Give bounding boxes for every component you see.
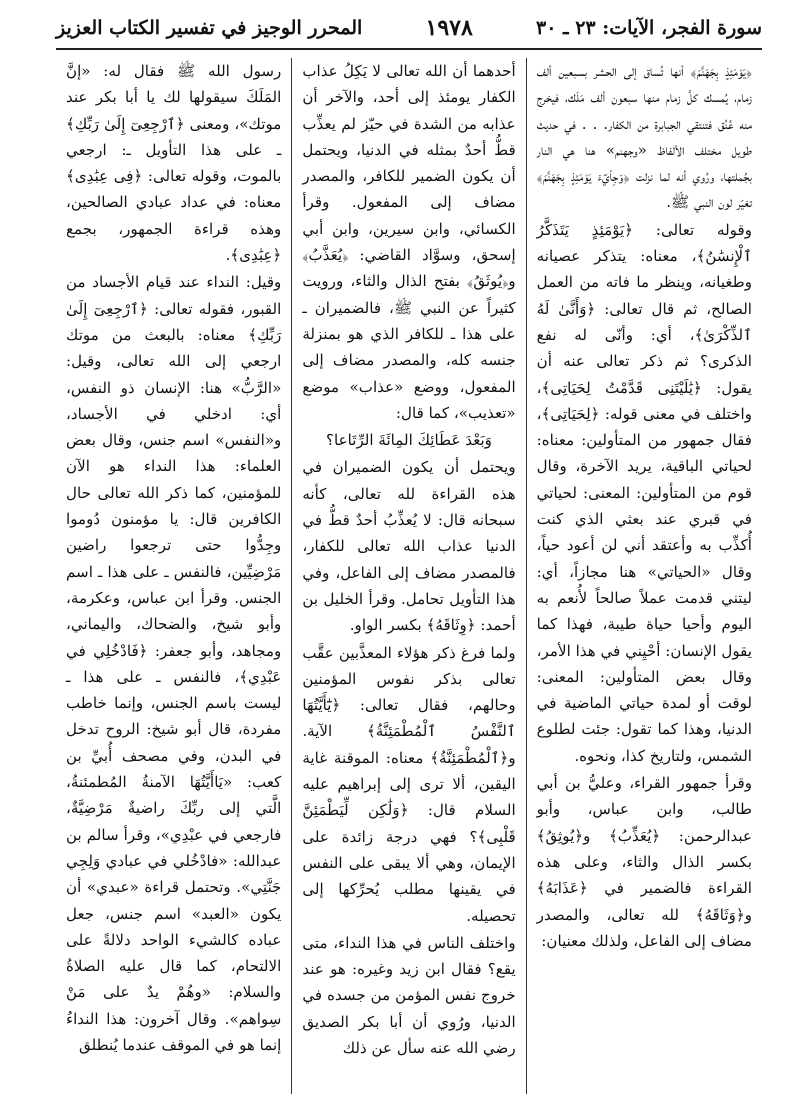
column-middle: [291, 58, 526, 1094]
column-right: [527, 58, 762, 1094]
poetry-verse: وَبَعْدَ عَطَائِكَ المِائَةَ الرِّتَاعا؟: [326, 431, 492, 450]
page-number: ١٩٧٨: [425, 15, 473, 41]
running-header: [56, 10, 762, 46]
paragraph: ويحتمل أن يكون الضميران في هذه القراءة لله تعالى، كأنه سبحانه قال: لا يُعذِّبُ أحدٌ قطُّ في الدنيا عذاب الله تعالى للكفار، فالمصدر مضاف إلى الفاعل، وفي هذا التأويل تحامل. وقرأ الخليل بن أحمد: ﴿وِثَاقَهُ﴾ بكسر الواو.: [302, 458, 516, 635]
header-divider: [56, 48, 762, 50]
text-columns: [56, 58, 762, 1094]
paragraph: أحدهما أن الله تعالى لا يَكِلُ عذاب الكفار يومئذ إلى أحد، والآخر أن عذابه من الشدة في حيّز لم يعذِّب قطُّ أحدٌ بمثله في الدنيا، ويحتمل أن يكون الضمير للكافر، والمصدر مضاف إلى المفعول. وقرأ الكسائي، وابن سيرين، وابن أبي إسحق، وسوَّاد القاضي: ﴿يُعَذَّبُ﴾ و﴿يُوثَقُ﴾ بفتح الذال والثاء، ورويت كثيراً عن النبي ﷺ، فالضميران ـ على هذا ـ للكافر الذي هو بمنزلة جنسه كله، والمصدر مضاف إلى المفعول، ووضع «عذاب» موضع «تعذيب»، كما قال:: [302, 62, 516, 422]
column-left: [56, 58, 291, 1094]
surah-verses-label: سورة الفجر، الآيات: ٢٣ ـ ٣٠: [535, 17, 762, 39]
paragraph: وقوله تعالى: ﴿يَوْمَئِذٍ يَتَذَكَّرُ ٱلْإِنسَٰنُ﴾، معناه: يتذكر عصيانه وطغيانه، وينظر ما فاته من العمل الصالح، ثم قال تعالى: ﴿وَأَنَّىٰ لَهُ ٱلذِّكْرَىٰ﴾، أي: وأنّى له نفع الذكرى؟ ثم ذكر تعالى عنه أن يقول: ﴿يَٰلَيْتَنِى قَدَّمْتُ لِحَيَاتِى﴾، واختلف في معنى قوله: ﴿لِحَيَاتِى﴾، فقال جمهور من المتأولين: معناه: لحياتي الباقية، يريد الآخرة، وقال قوم من المتأولين: المعنى: لحياتي في قبري عند بعثي الذي كنت أُكذِّب به وأعتقد أني لن أعود حياً، وقال «الحياتي» هنا مجازاً، أي: ليتني قدمت عملاً صالحاً لأُنعم به اليوم وأحيا حياة طيبة، فهذا كما يقول الإنسان: أحْيِني في هذا الأمر، وقال بعض المتأولين: المعنى: لوقت أو لمدة حياتي الماضية في الدنيا، وهذا كما تقول: جئت لطلوع الشمس، ولتاريخ كذا، ونحوه.: [536, 220, 752, 765]
paragraph: وقيل: النداء عند قيام الأجساد من القبور، فقوله تعالى: ﴿ٱرْجِعِىٓ إِلَىٰ رَبِّكِ﴾ معناه: بالبعث من موتك ارجعي إلى الله تعالى، وقيل: «الرَّبُّ» هنا: الإنسان ذو النفس، أي: ادخلي في الأجساد، و«النفس» اسم جنس، وقال بعض العلماء: هذا النداء هو الآن للمؤمنين، كما ذكر الله تعالى حال الكافرين قال: يا مؤمنون دُوموا وجِدُّوا حتى ترجعوا راضين مَرْضِيِّين، فالنفس ـ على هذا ـ اسم الجنس. وقرأ ابن عباس، وعكرمة، وأبو شيخ، والضحاك، واليماني، ومجاهد، وأبو جعفر: ﴿فَادْخُلِي في عَبْدِي﴾، فالنفس ـ على هذا ـ ليست باسم الجنس، وإنما خاطب مفردة، قال أبو شيخ: الروح تدخل في البدن، وفي مصحف أُبيِّ بن كعب: «يَاأَيَّتُهَا الآمنةُ المُطمئنةُ، الَّتي إلى ربِّكَ راضيةٌ مَرْضِيَّةٌ، فارجعي في عبْدِي»، وقرأ سالم بن عبدالله: «فادْخُلي في عبادي وَلِجِي جَنَّتِي». وتحتمل قراءة «عبدي» أن يكون «العبد» اسم جنس، جعل عباده كالشيء الواحد دلالةً على الالتحام، كما قال عليه الصلاةُ والسلام: «وهُمْ يدٌ على مَنْ سِواهم». وقال آخرون: هذا النداءُ إنما هو في الموقف عندما يُنطلق: [66, 273, 282, 1054]
paragraph: وقرأ جمهور القراء، وعليُّ بن أبي طالب، وابن عباس، وأبو عبدالرحمن: ﴿يُعَذِّبُ﴾ و﴿يُوثِقُ﴾ بكسر الذال والثاء، وعلى هذه القراءة فالضمير في ﴿عَذَابَهُ﴾ و﴿وَثَاقَهُ﴾ لله تعالى، والمصدر مضاف إلى الفاعل، ولذلك معنيان:: [536, 774, 752, 950]
book-title: المحرر الوجيز في تفسير الكتاب العزيز: [56, 17, 363, 39]
paragraph: رسول الله ﷺ فقال له: «إنَّ المَلَكَ سيقولها لك يا أبا بكر عند موتك»، ومعنى ﴿ٱرْجِعِىٓ إِلَىٰ رَبِّكِ﴾ ـ على هذا التأويل ـ: ارجعي بالموت، وقوله تعالى: ﴿فِى عِبَٰدِى﴾ معناه: في عداد عبادي الصالحين، وهذه قراءة الجمهور، بجمع ﴿عِبَٰدِى﴾.: [66, 62, 282, 265]
paragraph: ولما فرغ ذكر هؤلاء المعذَّبين عقَّب تعالى بذكر نفوس المؤمنين وحالهم، فقال تعالى: ﴿يَٰٓأَيَّتُهَا ٱلنَّفْسُ ٱلْمُطْمَئِنَّةُ﴾ الآية. و﴿ٱلْمُطْمَئِنَّةُ﴾ معناه: الموقنة غاية اليقين، ألا ترى إلى إبراهيم عليه السلام قال: ﴿وَلَٰكِن لِّيَطْمَئِنَّ قَلْبِى﴾؟ فهي درجة زائدة على الإيمان، وهي ألا يبقى على النفس في يقينها مطلب يُحرِّكها إلى تحصيله.: [302, 643, 516, 925]
paragraph: ﴿يَوْمَئِذٍ بِجَهَنَّمَ﴾ أنها تُساق إلى الحشر بسبعين ألف زمام، يُمسك كلَّ زمام منها سبعون ألف مَلَك، فيخرج منه عُنُق فتنتقي الجبابرة من الكفار. . . في حديث طويل مختلف الألفاظ «وجهنم» هنا هي النار بجُملتها، ورُوي أنه لما نزلت ﴿وَجِاْيٓءَ يَوْمَئِذٍ بِجَهَنَّمَ﴾ تغيّر لون النبي ﷺ.: [536, 62, 752, 212]
paragraph: واختلف الناس في هذا النداء، متى يقع؟ فقال ابن زيد وغيره: هو عند خروج نفس المؤمن من جسده في الدنيا، ورُوي أن أبا بكر الصديق رضي الله عنه سأل عن ذلك: [302, 933, 516, 1057]
